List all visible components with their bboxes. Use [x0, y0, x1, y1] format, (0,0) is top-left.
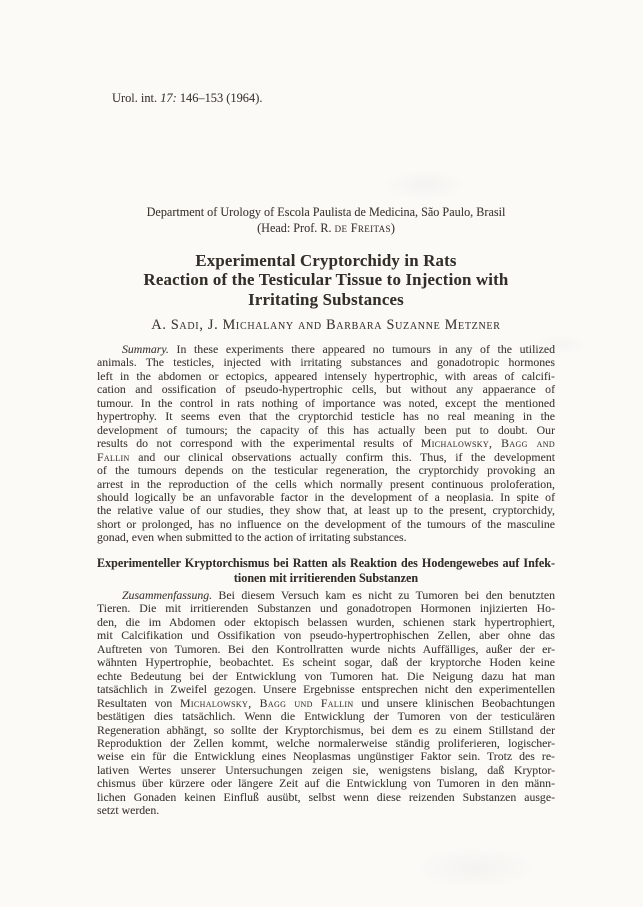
text-run: and our clinical observations actually confirm this. Thus, if the development [129, 449, 555, 464]
article-title [97, 251, 555, 309]
text-run: 17: [160, 91, 177, 105]
text-line: the relative value of our studies, they show that, at least up to the present, cryptorchidy, [97, 503, 555, 518]
text-line: tionen mit irritierenden Substanzen [233, 570, 419, 585]
text-line: mit Calcifikation und Ossifikation von pseudo-hypertrophischen Zellen, aber ohne das [97, 628, 555, 643]
text-line: left in the abdomen or ectopics, appeared intensely hypertrophic, with areas of calcifi- [97, 368, 555, 383]
text-run: de Freitas [334, 221, 391, 235]
text-line: hypertrophy. It seems even that the cryptorchid testicle has no real meaning in the [97, 409, 555, 424]
text-run: 146–153 (1964). [176, 91, 263, 105]
text-run: Michalowsky, Bagg and [420, 436, 556, 451]
authors-line: A. Sadi, J. Michalany and Barbara Suzanne Metzner [151, 317, 501, 333]
text-line: Auftreten von Tumoren. Bei den Kontrollratten wurde nichts Auffälliges, außer der er- [97, 641, 555, 656]
text-run: Resultaten von [97, 695, 181, 710]
summary-german [97, 589, 555, 818]
text-run: (Head: Prof. R. [257, 221, 335, 235]
text-line: Experimental Cryptorchidy in Rats [195, 251, 457, 270]
text-line [97, 697, 555, 710]
text-line: tumour. In the control in rats nothing of importance was noted, except the mentioned [97, 395, 555, 410]
summary-english [97, 343, 555, 545]
text-line: Reaction of the Testicular Tissue to Injection with [143, 270, 509, 290]
text-line [97, 437, 555, 450]
affiliation-line1: Department of Urology of Escola Paulista de Medicina, São Paulo, Brasil [146, 205, 506, 219]
text-run: ) [390, 221, 395, 235]
text-line: cation and ossification of pseudo-hypertrophic cells, but without any appaerance of [97, 382, 555, 397]
text-line: gonad, even when submitted to the action of irritating substances. [97, 530, 407, 545]
text-run: Summary. [122, 342, 169, 356]
text-line: Experimenteller Kryptorchismus bei Ratten als Reaktion des Hodengewebes auf Infek- [97, 556, 555, 570]
german-heading [97, 556, 555, 585]
text-line [97, 589, 555, 602]
text-run: Zusammenfassung. [122, 588, 213, 602]
text-run: In these experiments there appeared no tumours in any of the utilized [168, 342, 555, 356]
text-line: Tieren. Die mit irritierenden Substanzen und gonadotropen Hormonen injizierten Ho- [97, 601, 555, 616]
text-run: results do not correspond with the experimental results of [97, 436, 421, 451]
text-line: short or prolonged, has no influence on the development of the tumours of the masculine [97, 516, 555, 531]
text-run: Fallin [97, 449, 130, 464]
text-line: echte Bedeutung bei der Entwicklung von Tumoren hat. Die Neigung dazu hat man [97, 668, 555, 683]
text-run: und unsere klinischen Beobachtungen [353, 695, 555, 710]
text-line [97, 343, 555, 356]
text-line: chismus über kürzere oder längere Zeit auf die Entwicklung von Tumoren in den männ- [97, 776, 555, 791]
text-line: lichen Gonaden keinen Einfluß ausübt, selbst wenn diese reizenden Substanzen ausge- [97, 789, 555, 804]
text-line: should logically be an unfavorable factor in the development of a neoplasia. In spite of [97, 489, 555, 504]
text-line: Reproduktion der Zellen kommt, welche normalerweise ständig proliferieren, logischer- [97, 735, 555, 750]
text-line: lativen Wertes unserer Untersuchungen zeigen sie, wenigstens bislang, daß Kryptor- [97, 762, 555, 777]
text-line: tatsächlich in Zweifel gezogen. Unsere Ergebnisse entsprechen nicht den experimentellen [97, 682, 555, 697]
text-line: den, die im Abdomen oder ektopisch belassen wurden, schienen stark hypertrophiert, [97, 614, 555, 629]
text-run: Bei diesem Versuch kam es nicht zu Tumoren bei den benutzten [212, 588, 555, 602]
text-line [97, 451, 555, 464]
text-line: development of tumours; the capacity of this has actually been put to doubt. Our [97, 422, 555, 437]
text-line: wähnten Hypertrophie, beobachtet. Es scheint sogar, daß der kryptorche Hoden keine [97, 655, 555, 670]
affiliation-block [97, 204, 555, 236]
journal-reference [112, 91, 262, 106]
text-line: of the tumours depends on the testicular regeneration, the cryptorchidy provoking an [97, 463, 555, 478]
text-line: Regeneration abhängt, so sollte der Kryptorchismus, bei dem es zu einem Stillstand der [97, 722, 555, 737]
text-run: Michalowsky, Bagg und Fallin [180, 695, 354, 710]
text-run: Urol. int. [112, 91, 161, 105]
text-line: animals. The testicles, injected with irritating substances and gonadotropic hormones [97, 355, 555, 370]
text-line: bestätigen dies tatsächlich. Wenn die Entwicklung der Tumoren von der testiculären [97, 709, 555, 724]
affiliation-line2 [97, 220, 555, 236]
text-line: Irritating Substances [248, 289, 404, 309]
text-line: weise ein für die Entwicklung eines Neoplasmas ungünstiger Faktor sein. Trotz des re- [97, 749, 555, 764]
text-line: arrest in the reproduction of the cells which normally present continuous proloferation, [97, 476, 555, 491]
text-line: setzt werden. [97, 803, 160, 818]
